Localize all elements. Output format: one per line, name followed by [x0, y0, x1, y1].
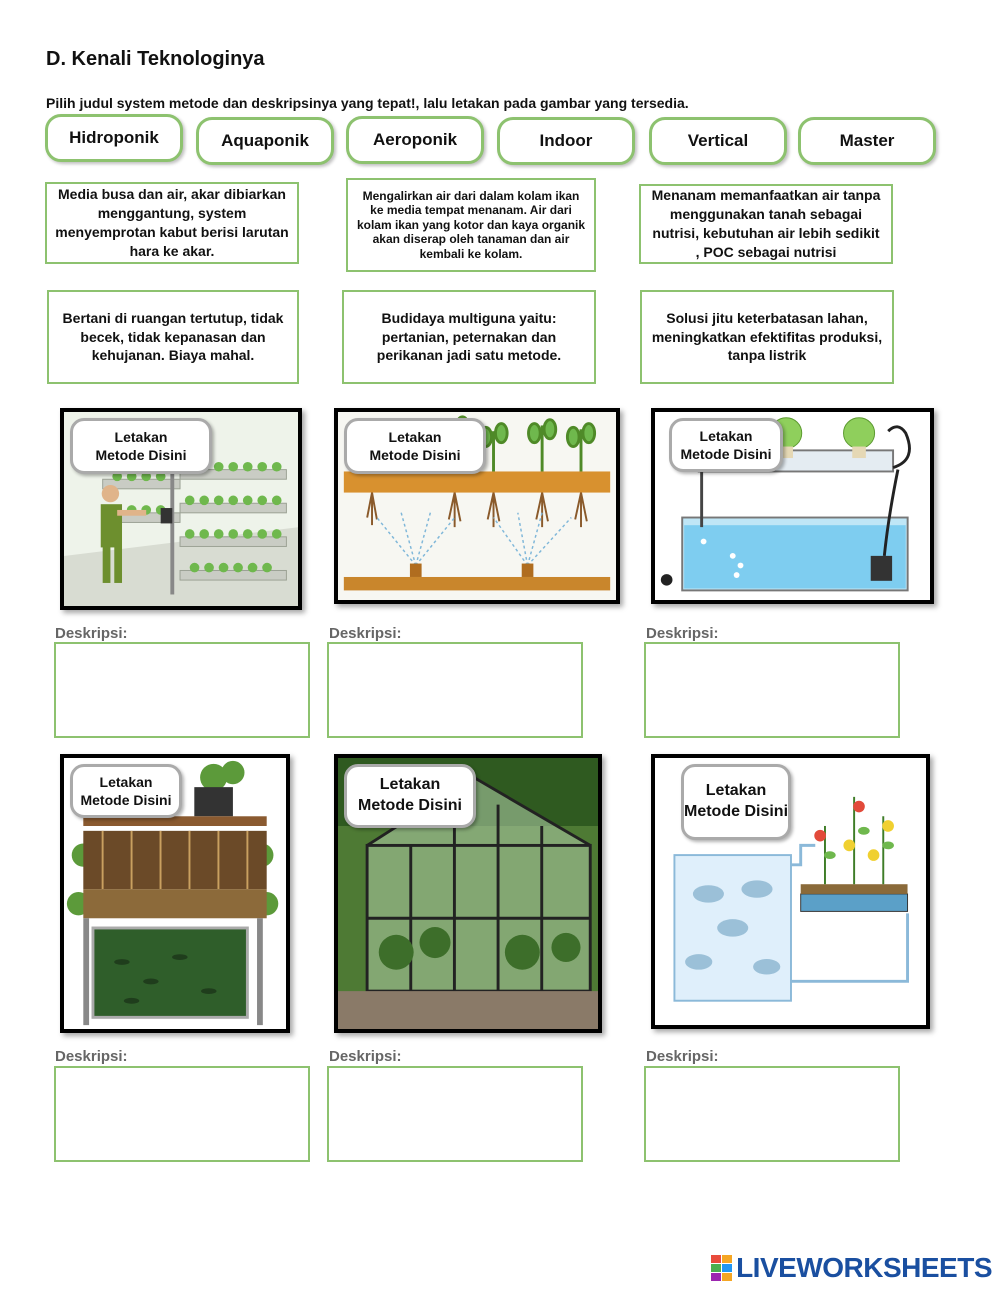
- drop-zone-line1: Letakan: [705, 782, 767, 800]
- description-answer-box[interactable]: [54, 642, 310, 738]
- picture-aquaponic: [651, 754, 930, 1029]
- picture-master-system: [60, 754, 290, 1033]
- drop-zone-method[interactable]: [344, 418, 486, 474]
- description-card[interactable]: Bertani di ruangan tertutup, tidak becek, tidak kepanasan dan kehujanan. Biaya mahal.: [47, 290, 299, 384]
- drop-zone-method[interactable]: [70, 764, 182, 818]
- description-answer-box[interactable]: [327, 642, 583, 738]
- description-label: Deskripsi:: [55, 1048, 128, 1065]
- logo-wordmark: LIVEWORKSHEETS: [736, 1252, 992, 1283]
- drop-zone-method[interactable]: [70, 418, 212, 474]
- drop-zone-line1: Letakan: [114, 428, 168, 445]
- description-answer-box[interactable]: [54, 1066, 310, 1162]
- instruction-text: Pilih judul system metode dan deskripsinya yang tepat!, lalu letakan pada gambar yang tersedia.: [46, 95, 689, 111]
- logo-mark-icon: [711, 1255, 732, 1281]
- drop-zone-line2: Metode Disini: [80, 792, 172, 808]
- picture-vertical-farm: [60, 408, 302, 610]
- description-answer-box[interactable]: [327, 1066, 583, 1162]
- option-vertical[interactable]: Vertical: [649, 117, 787, 165]
- description-answer-box[interactable]: [644, 1066, 900, 1162]
- drop-zone-line2: Metode Disini: [684, 803, 789, 820]
- picture-hydroponic: [651, 408, 934, 604]
- drop-zone-method[interactable]: [669, 418, 783, 472]
- description-label: Deskripsi:: [646, 1048, 719, 1065]
- description-card[interactable]: Menanam memanfaatkan air tanpa menggunakan tanah sebagai nutrisi, kebutuhan air lebih sedikit , POC sebagai nutrisi: [639, 184, 893, 264]
- description-label: Deskripsi:: [329, 1048, 402, 1065]
- drop-zone-line1: Letakan: [699, 427, 753, 444]
- drop-zone-line2: Metode Disini: [95, 447, 187, 463]
- description-card[interactable]: Media busa dan air, akar dibiarkan menggantung, system menyemprotan kabut berisi larutan hara ke akar.: [45, 182, 299, 264]
- option-hidroponik[interactable]: Hidroponik: [45, 114, 183, 162]
- picture-greenhouse: [334, 754, 602, 1033]
- option-indoor[interactable]: Indoor: [497, 117, 635, 165]
- drop-zone-line2: Metode Disini: [357, 797, 462, 814]
- drop-zone-method[interactable]: [344, 764, 476, 828]
- description-card[interactable]: Mengalirkan air dari dalam kolam ikan ke media tempat menanam. Air dari kolam ikan yang kotor dan kaya organik akan diserap oleh tanaman dan air kembali ke kolam.: [346, 178, 596, 272]
- drop-zone-line1: Letakan: [99, 773, 153, 790]
- drop-zone-method[interactable]: [681, 764, 791, 840]
- drop-zone-line1: Letakan: [388, 428, 442, 445]
- picture-aeroponic: [334, 408, 620, 604]
- description-card[interactable]: Budidaya multiguna yaitu: pertanian, peternakan dan perikanan jadi satu metode.: [342, 290, 596, 384]
- option-master[interactable]: Master: [798, 117, 936, 165]
- description-label: Deskripsi:: [329, 625, 402, 642]
- drop-zone-line2: Metode Disini: [369, 447, 461, 463]
- liveworksheets-logo: [711, 1252, 992, 1284]
- drop-zone-line2: Metode Disini: [680, 446, 772, 462]
- description-card[interactable]: Solusi jitu keterbatasan lahan, meningkatkan efektifitas produksi, tanpa listrik: [640, 290, 894, 384]
- description-answer-box[interactable]: [644, 642, 900, 738]
- description-label: Deskripsi:: [55, 625, 128, 642]
- option-aquaponik[interactable]: Aquaponik: [196, 117, 334, 165]
- worksheet-title: D. Kenali Teknologinya: [46, 48, 265, 70]
- drop-zone-line1: Letakan: [379, 776, 441, 794]
- option-aeroponik[interactable]: Aeroponik: [346, 116, 484, 164]
- description-label: Deskripsi:: [646, 625, 719, 642]
